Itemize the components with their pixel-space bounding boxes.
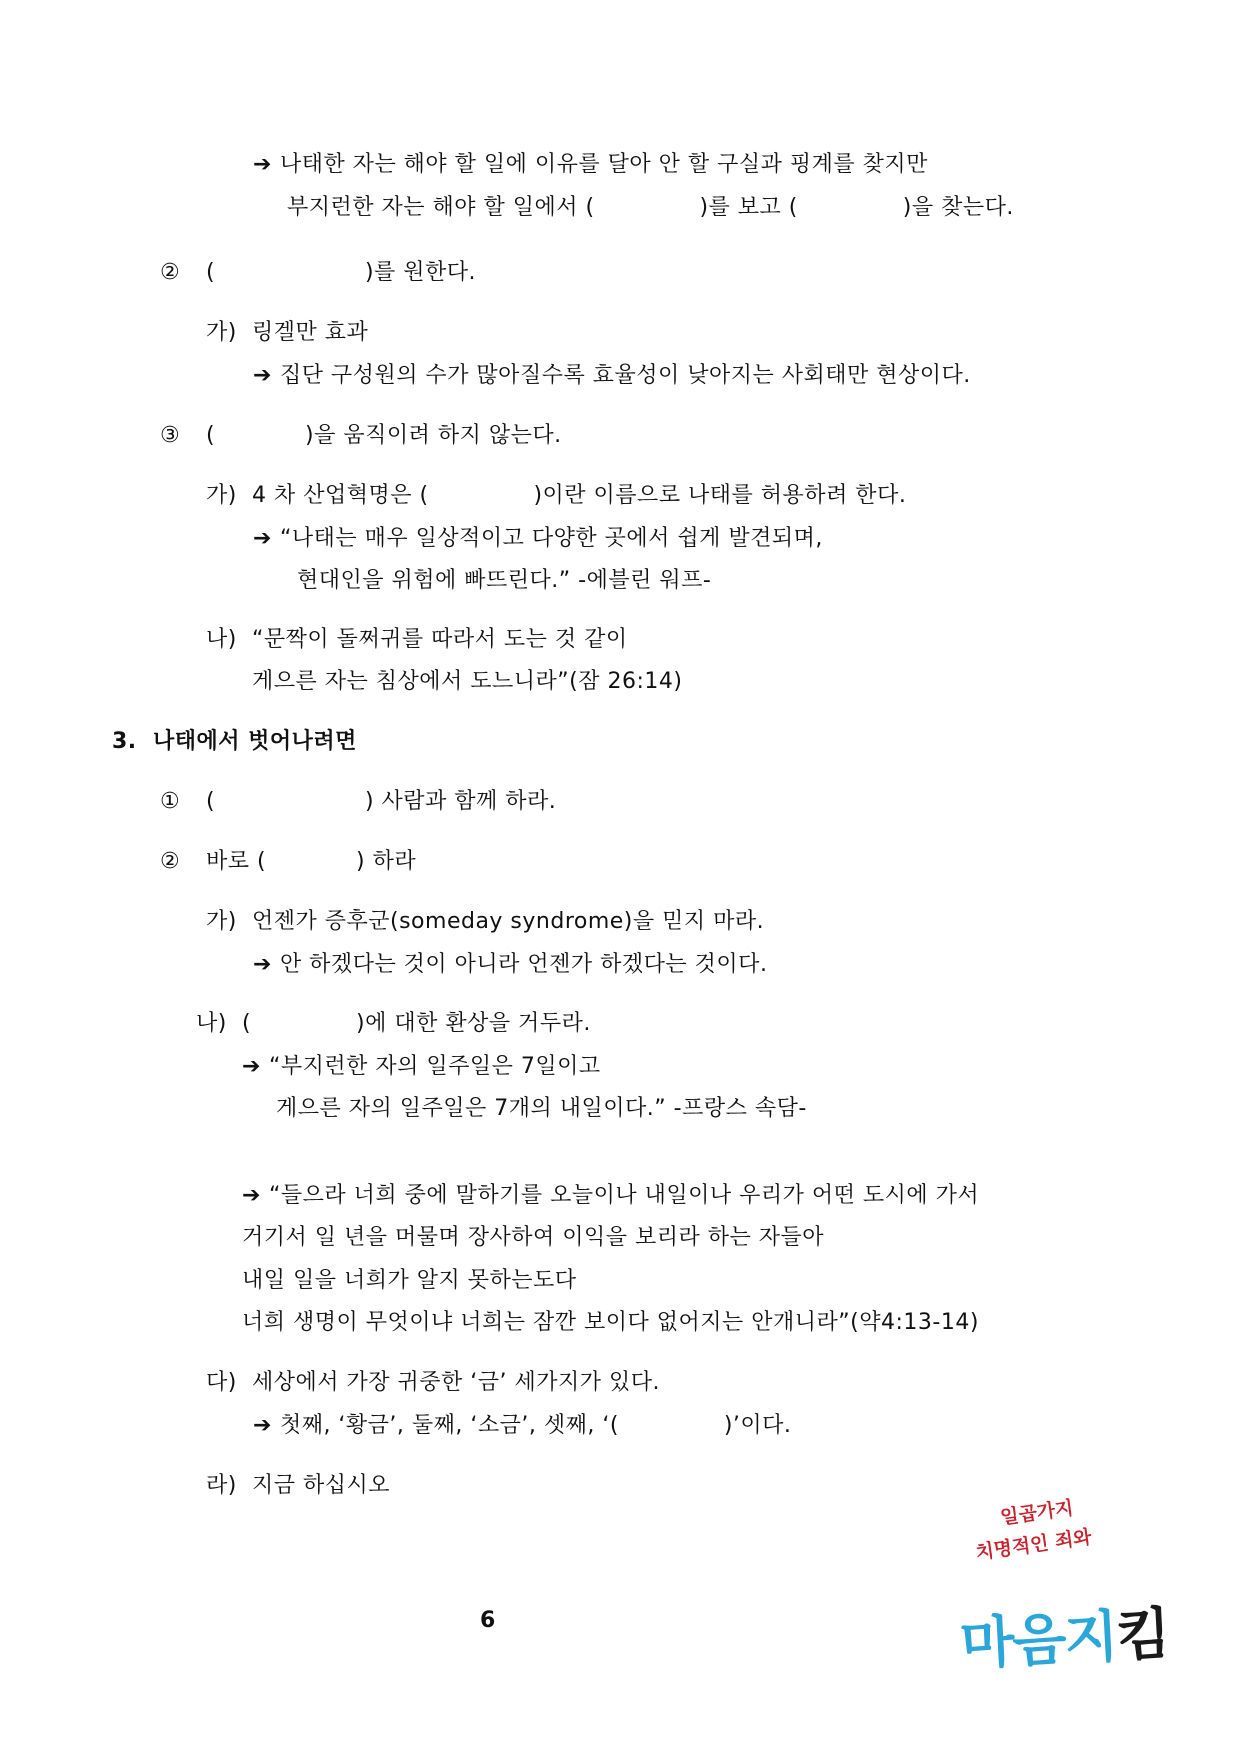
line-text: ( )을 움직이려 하지 않는다. [206,423,562,448]
section-heading [112,727,357,757]
text-line [242,1308,979,1338]
line-text: 첫째, ‘황금’, 둘째, ‘소금’, 셋째, ‘( )’이다. [279,1413,792,1438]
line-text: 게으른 자의 일주일은 7개의 내일이다.” -프랑스 속담- [276,1096,807,1121]
line-text: 게으른 자는 침상에서 도느니라”(잠 26:14) [252,669,683,694]
text-line [160,421,562,451]
line-text: “부지런한 자의 일주일은 7일이고 [268,1054,601,1079]
text-line [287,193,1014,223]
text-line [253,361,971,391]
list-marker: ① [160,789,181,814]
line-text: 너희 생명이 무엇이냐 너희는 잠깐 보이다 없어지는 안개니라”(약4:13-14) [242,1310,979,1335]
arrow-icon: ➔ [242,1054,261,1079]
text-line [206,907,764,937]
line-text: 나태한 자는 해야 할 일에 이유를 달아 안 할 구실과 핑계를 찾지만 [279,152,928,177]
text-line [253,524,823,554]
logo-title-a: 마음지 [958,1604,1119,1678]
line-text: 부지런한 자는 해야 할 일에서 ( )를 보고 ( )을 찾는다. [287,195,1014,220]
list-marker: 나) [206,627,237,652]
line-text: 바로 ( ) 하라 [206,849,417,874]
line-text: 집단 구성원의 수가 많아질수록 효율성이 낮아지는 사회태만 현상이다. [279,363,971,388]
text-line [206,625,628,655]
text-line [242,1052,601,1082]
arrow-icon: ➔ [253,363,272,388]
logo-title [958,1590,1170,1681]
logo-title-b: 킴 [1114,1601,1171,1670]
text-line [206,481,906,511]
text-line [297,566,711,596]
line-text: 내일 일을 너희가 알지 못하는도다 [242,1268,577,1293]
line-text: 4 차 산업혁명은 ( )이란 이름으로 나태를 허용하려 한다. [252,483,907,508]
text-line [253,150,928,180]
list-marker: ③ [160,423,181,448]
text-line [242,1181,979,1211]
arrow-icon: ➔ [242,1183,261,1208]
line-text: 거기서 일 년을 머물며 장사하여 이익을 보리라 하는 자들아 [242,1225,824,1250]
list-marker: 가) [206,320,237,345]
text-line [242,1266,577,1296]
logo-line-1: 일곱가지 [999,1496,1075,1529]
logo-line-2: 치명적인 죄와 [974,1525,1093,1565]
text-line [196,1009,591,1039]
text-line [242,1223,824,1253]
text-line [252,667,682,697]
line-text: 링겔만 효과 [252,320,369,345]
line-text: ( )를 원한다. [206,260,477,285]
text-line [206,318,368,348]
line-text: 현대인을 위험에 빠뜨린다.” -에블린 워프- [297,568,712,593]
list-marker: ② [160,260,181,285]
text-line [160,847,416,877]
list-marker: 가) [206,483,237,508]
line-text: ( ) 사람과 함께 하라. [206,789,557,814]
text-line [160,258,476,288]
arrow-icon: ➔ [253,952,272,977]
arrow-icon: ➔ [253,152,272,177]
line-text: 지금 하십시오 [252,1473,391,1498]
line-text: “들으라 너희 중에 말하기를 오늘이나 내일이나 우리가 어떤 도시에 가서 [268,1183,980,1208]
text-line [206,1368,660,1398]
text-line [253,1411,791,1441]
arrow-icon: ➔ [253,1413,272,1438]
arrow-icon: ➔ [253,526,272,551]
list-marker: 라) [206,1473,237,1498]
line-text: ( )에 대한 환상을 거두라. [242,1011,591,1036]
line-text: “나태는 매우 일상적이고 다양한 곳에서 쉽게 발견되며, [279,526,823,551]
line-text: 언젠가 증후군(someday syndrome)을 믿지 마라. [252,909,765,934]
text-line [253,950,767,980]
text-line [206,1471,390,1501]
list-marker: 다) [206,1370,237,1395]
list-marker: ② [160,849,181,874]
list-marker: 가) [206,909,237,934]
page-number: 6 [480,1608,496,1633]
line-text: 세상에서 가장 귀중한 ‘금’ 세가지가 있다. [252,1370,660,1395]
list-marker: 나) [196,1011,227,1036]
text-line [276,1094,807,1124]
text-line [160,787,556,817]
heading-text: 3. 나태에서 벗어나려면 [112,729,357,754]
line-text: 안 하겠다는 것이 아니라 언젠가 하겠다는 것이다. [279,952,768,977]
line-text: “문짝이 돌쩌귀를 따라서 도는 것 같이 [252,627,628,652]
